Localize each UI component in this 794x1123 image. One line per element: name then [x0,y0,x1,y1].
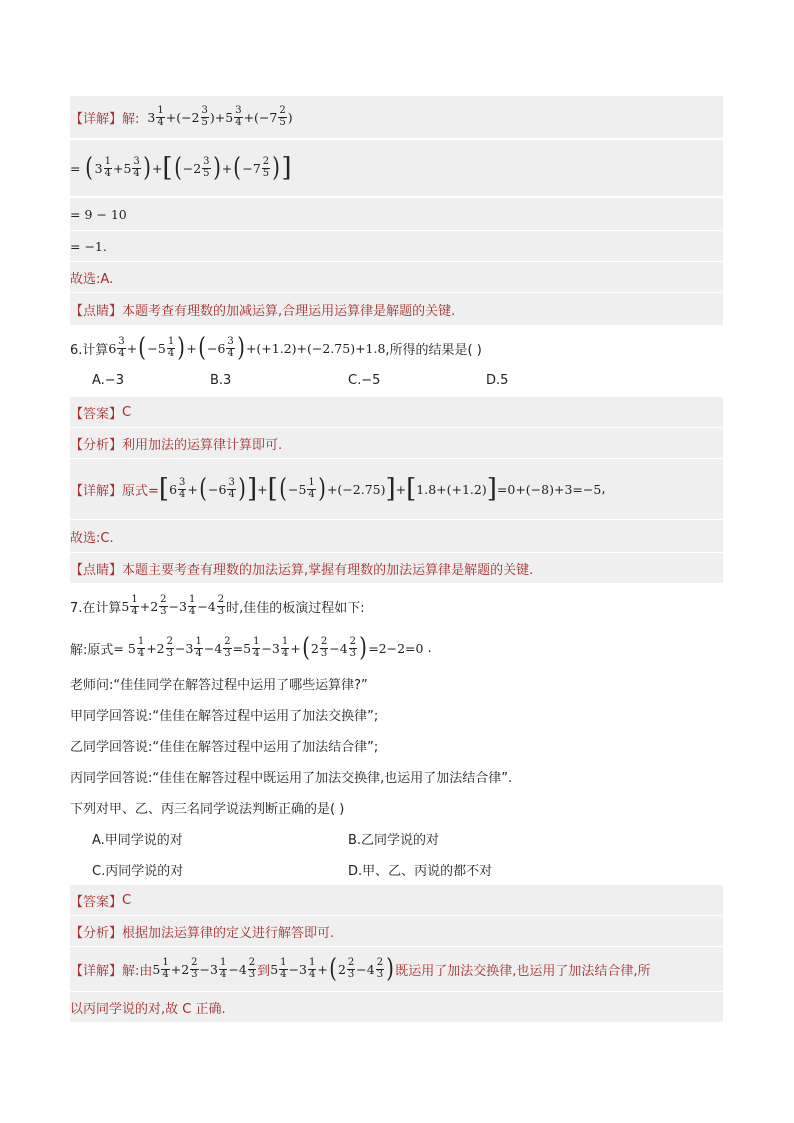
tag-detail: 【详解】 [70,111,123,127]
q7-solution: 解:原式 = 5 $\frac{1}{4}$ +2 $\frac{2}{3}$ −3 $\frac{1}{4}$ −4 $\frac{2}{3}$ =5 $\frac{1}{4}$ −3 $\frac{1}{4}$ + ( 2 $\frac{2}{3}$ −4 $\frac{2}{3}$ ) =2−2=0 . [70,633,432,663]
q7-jia: 甲同学回答说:“佳佳在解答过程中运用了加法交换律”; [70,708,379,724]
q7-solution-expression: = 5 $\frac{1}{4}$ +2 $\frac{2}{3}$ −3 $\frac{1}{4}$ −4 $\frac{2}{3}$ =5 $\frac{1}{4}$ −3 $\frac{1}{4}$ + ( 2 $\frac{2}{3}$ −4 $\frac{2}{3}$ ) =2−2=0 [113,633,424,663]
q7-detail-cont: 以丙同学说的对,故 C 正确. [70,992,723,1022]
q7-teacher: 老师问:“佳佳同学在解答过程中运用了哪些运算律?” [70,677,368,693]
q6-analysis: 【分析】 利用加法的运算律计算即可. [70,428,723,458]
q7-expression: 5 $\frac{1}{4}$ +2 $\frac{2}{3}$ −3 $\frac{1}{4}$ −4 $\frac{2}{3}$ [121,594,225,617]
q6-option-b[interactable]: B.3 [210,372,232,388]
q5-detail-line [70,96,723,138]
q5-line4: = −1. [70,231,723,261]
q7-detail-expr1: 5 $\frac{1}{4}$ +2 $\frac{2}{3}$ −3 $\frac{1}{4}$ −4 $\frac{2}{3}$ [152,957,256,980]
q5-grouping-expression: = ( 3 $\frac{1}{4}$ +5 $\frac{3}{4}$ ) + [ ( −2 $\frac{3}{5}$ ) + ( −7 $\frac{2}{5}$ ) ] [70,153,292,183]
q6-option-c[interactable]: C.−5 [348,372,381,388]
q6-detail-expression: [ 6 $\frac{3}{4}$ + ( −6 $\frac{3}{4}$ ) ] + [ ( −5 $\frac{1}{4}$ ) +(−2.75) ] + [ 1.8+(+1.2) ] =0+(−8)+3=−5 [158,474,602,504]
q7-detail-expr2: 5 $\frac{1}{4}$ −3 $\frac{1}{4}$ + ( 2 $\frac{2}{3}$ −4 $\frac{2}{3}$ ) [270,954,394,984]
q6-point: 【点睛】 本题主要考查有理数的加法运算,掌握有理数的加法运算律是解题的关键. [70,553,723,583]
q7-options-row2 [70,856,723,882]
q6-stem: 6.计算 6 $\frac{3}{4}$ + ( −5 $\frac{1}{4}$ ) + ( −6 $\frac{3}{4}$ ) +(+1.2)+(−2.75)+1.8 ,所得的结果是( ) [70,333,482,363]
q5-expression: 3 $\frac{1}{4}$ +(−2 $\frac{3}{5}$ )+5 $\frac{3}{4}$ +(−7 $\frac{2}{5}$ ) [147,105,293,128]
q7-option-c[interactable]: C.丙同学说的对 [92,863,184,879]
q7-option-a[interactable]: A.甲同学说的对 [92,832,183,848]
q5-point: 【点睛】 本题考查有理数的加减运算,合理运用运算律是解题的关键. [70,293,723,325]
q7-question: 下列对甲、乙、丙三名同学说法判断正确的是( ) [70,801,345,817]
q6-detail: 【详解】 原式= [ 6 $\frac{3}{4}$ + ( −6 $\frac{3}{4}$ ) ] + [ ( −5 $\frac{1}{4}$ ) +(−2.75) ] + [ 1.8+(+1.2) ] =0+(−8)+3=−5 , [70,459,723,519]
q7-answer: 【答案】 C [70,885,723,915]
label-jie: 解: [122,111,140,127]
q7-analysis: 【分析】 根据加法运算律的定义进行解答即可. [70,916,723,946]
q5-choice: 故选:A. [70,262,723,292]
q6-expression: 6 $\frac{3}{4}$ + ( −5 $\frac{1}{4}$ ) + ( −6 $\frac{3}{4}$ ) +(+1.2)+(−2.75)+1.8 [108,333,386,363]
q7-detail: 【详解】 解:由 5 $\frac{1}{4}$ +2 $\frac{2}{3}$ −3 $\frac{1}{4}$ −4 $\frac{2}{3}$ 到 5 $\frac{1}{4}$ −3 $\frac{1}{4}$ + ( 2 $\frac{2}{3}$ −4 $\frac{2}{3}$ ) 既运用了加法交换律,也运用了加法结合律,所 [70,947,723,991]
q7-stem: 7.在计算 5 $\frac{1}{4}$ +2 $\frac{2}{3}$ −3 $\frac{1}{4}$ −4 $\frac{2}{3}$ 时,佳佳的板演过程如下: [70,594,365,617]
q7-options-row1 [70,825,723,851]
q6-choice: 故选:C. [70,520,723,552]
q7-option-d[interactable]: D.甲、乙、丙说的都不对 [348,863,493,879]
q5-grouping-line [70,140,723,196]
q6-answer: 【答案】 C [70,397,723,427]
q6-options [70,368,723,392]
q6-option-d[interactable]: D.5 [486,372,509,388]
q7-bing: 丙同学回答说:“佳佳在解答过程中既运用了加法交换律,也运用了加法结合律”. [70,770,513,786]
q7-yi: 乙同学回答说:“佳佳在解答过程中运用了加法结合律”; [70,739,379,755]
q5-line3: = 9 − 10 [70,198,723,230]
q6-option-a[interactable]: A.−3 [92,372,124,388]
q7-option-b[interactable]: B.乙同学说的对 [348,832,440,848]
